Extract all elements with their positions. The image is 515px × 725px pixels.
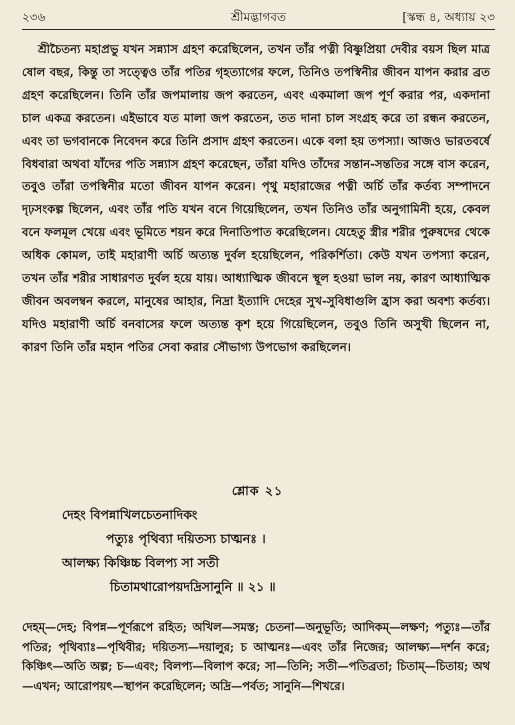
- purport-paragraph: শ্রীচৈতন্য মহাপ্রভু যখন সন্ন্যাস গ্রহণ করেছিলেন, তখন তাঁর পত্নী বিষ্ণুপ্রিয়া দেবীর বয়স ছিল মাত্র ষোল বছর, কিন্তু তা সত্ত্বেও তাঁর পতির গৃহত্যাগের ফলে, তিনিও তপস্বিনীর জীবন যাপন করার ব্রত গ্রহণ করেছিলেন। তিনি তাঁর জপমালায় জপ করতেন, এবং একমালা জপ পূর্ণ করার পর, একদানা চাল একত্র করতেন। এইভাবে যত মালা জপ করতেন, তত দানা চাল সংগ্রহ করে তা রন্ধন করতেন, এবং তা ভগবানকে নিবেদন করে তিনি প্রসাদ গ্রহণ করতেন। একে বলা হয় তপস্যা। আজও ভারতবর্ষে বিধবারা অথবা যাঁদের পতি সন্ন্যাস গ্রহণ করেছেন, তাঁরা যদিও তাঁদের সন্তান-সন্ততির সঙ্গে বাস করেন, তবুও তাঁরা তপস্বিনীর মতো জীবন যাপন করেন। পৃথু মহারাজের পত্নী অর্চি তাঁর কর্তব্য সম্পাদনে দৃঢ়সংকল্প ছিলেন, এবং তাঁর পতি যখন বনে গিয়েছিলেন, তখন তিনিও তাঁর অনুগামিনী হয়ে, কেবল বনে ফলমূল খেয়ে এবং ভূমিতে শয়ন করে দিনাতিপাত করেছিলেন। যেহেতু স্ত্রীর শরীর পুরুষদের থেকে অধিক কোমল, তাই মহারাণী অর্চি অত্যন্ত দুর্বল হয়েছিলেন, পরিকর্শিতা। কেউ যখন তপস্যা করেন, তখন তাঁর শরীর সাধারণত দুর্বল হয়ে যায়। আধ্যাত্মিক জীবনে স্থূল হওয়া ভাল নয়, কারণ আধ্যাত্মিক জীবন অবলম্বন করলে, মানুষের আহার, নিদ্রা ইত্যাদি দেহের সুখ-সুবিধাগুলি হ্রাস করা অবশ্য কর্তব্য। যদিও মহারাণী অর্চি বনবাসের ফলে অত্যন্ত কৃশ হয়ে গিয়েছিলেন, তবুও তিনি অসুখী ছিলেন না, কারণ তিনি তাঁর মহান পতির সেবা করার সৌভাগ্য উপভোগ করছিলেন।: [22, 42, 490, 354]
- verse-heading: শ্লোক ২১: [231, 483, 284, 498]
- page-number: ২৩৬: [22, 10, 46, 24]
- verse-line-4: চিতামথারোপয়দদ্রিসানুনি ॥ ২১ ॥: [110, 579, 276, 594]
- verse-line-1: দেহং বিপন্নাখিলচেতনাদিকং: [62, 507, 198, 522]
- page-header: [22, 6, 495, 28]
- book-title: শ্রীমদ্ভাগবত: [230, 10, 286, 24]
- chapter-reference: [স্কন্ধ ৪, অধ্যায় ২৩: [402, 10, 495, 24]
- verse-line-3: আলক্ষ্য কিঞ্চিচ্চ বিলপ্য সা সতী: [62, 555, 219, 570]
- header-rule: [22, 29, 495, 30]
- synonyms-paragraph: দেহম্—দেহ; বিপন্ন—পূর্ণরূপে রহিত; অখিল—সমস্ত; চেতনা—অনুভূতি; আদিকম্—লক্ষণ; পত্যুঃ—তাঁর পতির; পৃথিব্যাঃ—পৃথিবীর; দয়িতস্য—দয়ালুর; চ আত্মনঃ—এবং তাঁর নিজের; আলক্ষ্য—দর্শন করে; কিঞ্চিৎ—অতি অল্প; চ—এবং; বিলপ্য—বিলাপ করে; সা—তিনি; সতী—পতিব্রতা; চিতাম্—চিতায়; অথ—এখন; আরোপয়ৎ—স্থাপন করেছিলেন; অদ্রি—পর্বত; সানুনি—শিখরে।: [22, 620, 490, 693]
- verse-line-2: পত্যুঃ পৃথিব্যা দয়িতস্য চাত্মনঃ ।: [106, 531, 266, 546]
